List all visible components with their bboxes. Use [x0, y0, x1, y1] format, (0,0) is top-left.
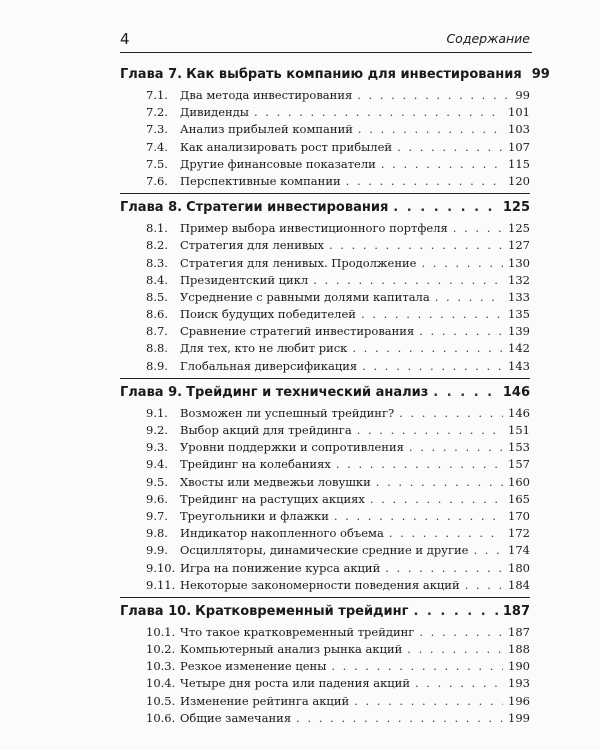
dot-leader: [361, 306, 503, 323]
section-entry[interactable]: [120, 641, 530, 658]
dot-leader: [336, 456, 503, 473]
section-entry[interactable]: [120, 121, 530, 138]
section-entry[interactable]: [120, 491, 530, 508]
page-header: [120, 30, 530, 50]
section-entry[interactable]: [120, 710, 530, 727]
section-number: 9.10.: [146, 560, 176, 575]
section-title: Изменение рейтинга акций: [180, 693, 350, 708]
section-number: 8.6.: [146, 307, 168, 322]
section-page: 151: [508, 423, 530, 437]
section-entry[interactable]: [120, 87, 530, 104]
section-entry[interactable]: [120, 306, 530, 323]
section-entry[interactable]: [120, 139, 530, 156]
dot-leader: [385, 560, 503, 577]
dot-leader: [354, 693, 503, 710]
section-number: 9.2.: [146, 423, 168, 437]
dot-leader: [415, 675, 503, 692]
dot-leader: [409, 439, 503, 456]
dot-leader: [313, 272, 503, 289]
dot-leader: [376, 474, 503, 491]
section-title: Некоторые закономерности поведения акций: [180, 577, 460, 592]
section-page: 115: [508, 156, 530, 171]
section-title: Трейдинг на колебаниях: [180, 457, 331, 472]
section-title: Анализ прибылей компаний: [180, 122, 353, 137]
chapter-number: Глава 10.: [120, 603, 192, 619]
dot-leader: [329, 237, 503, 254]
section-number: 8.5.: [146, 289, 168, 304]
header-rule: [120, 52, 532, 53]
dot-leader: [473, 542, 503, 559]
section-entry[interactable]: [120, 422, 530, 439]
section-page: 172: [508, 526, 530, 541]
section-title: Стратегия для ленивых: [180, 238, 324, 253]
dot-leader: [254, 104, 503, 121]
dot-leader: [334, 508, 503, 525]
dot-leader: [357, 422, 503, 439]
section-entry[interactable]: [120, 323, 530, 340]
table-of-contents: [120, 63, 550, 727]
page-number: 4: [120, 30, 130, 48]
dot-leader: [433, 381, 498, 405]
section-entry[interactable]: [120, 439, 530, 456]
dot-leader: [435, 289, 503, 306]
chapter-page: 187: [502, 603, 530, 619]
section-number: 7.1.: [146, 88, 168, 102]
section-page: 142: [508, 341, 530, 356]
chapter-title: Трейдинг и технический анализ: [186, 384, 429, 400]
section-entry[interactable]: [120, 237, 530, 254]
section-title: Хвосты или медвежьи ловушки: [180, 474, 371, 489]
chapter-page: 99: [531, 67, 550, 82]
section-entry[interactable]: [120, 456, 530, 473]
section-title: Выбор акций для трейдинга: [180, 423, 352, 437]
dot-leader: [397, 139, 503, 156]
section-entry[interactable]: [120, 474, 530, 491]
section-number: 8.8.: [146, 341, 168, 356]
section-number: 7.6.: [146, 173, 168, 188]
section-page: 165: [508, 491, 530, 506]
section-page: 153: [508, 440, 530, 455]
section-number: 10.5.: [146, 693, 176, 708]
section-page: 170: [508, 508, 530, 523]
section-entry[interactable]: [120, 675, 530, 692]
section-title: Другие финансовые показатели: [180, 156, 376, 171]
chapter-entry[interactable]: [120, 381, 530, 405]
dot-leader: [389, 525, 503, 542]
chapter-divider: [120, 378, 530, 379]
section-title: Компьютерный анализ рынка акций: [180, 642, 403, 657]
dot-leader: [453, 220, 503, 237]
section-entry[interactable]: [120, 542, 530, 559]
section-entry[interactable]: [120, 173, 530, 190]
section-page: 125: [508, 221, 530, 236]
chapter-number: Глава 7.: [120, 67, 183, 82]
section-entry[interactable]: [120, 220, 530, 237]
section-title: Резкое изменение цены: [180, 659, 327, 674]
section-entry[interactable]: [120, 272, 530, 289]
section-number: 8.3.: [146, 255, 168, 270]
dot-leader: [421, 255, 503, 272]
section-number: 7.5.: [146, 156, 168, 171]
section-title: Трейдинг на растущих акциях: [180, 491, 365, 506]
dot-leader: [346, 173, 503, 190]
dot-leader: [357, 87, 510, 104]
dot-leader: [419, 624, 503, 641]
section-entry[interactable]: [120, 658, 530, 675]
dot-leader: [370, 491, 503, 508]
section-number: 8.1.: [146, 221, 168, 236]
dot-leader: [331, 658, 503, 675]
section-page: 130: [508, 255, 530, 270]
section-entry[interactable]: [120, 693, 530, 710]
section-title: Стратегия для ленивых. Продолжение: [180, 255, 417, 270]
section-page: 146: [508, 405, 530, 420]
section-title: Уровни поддержки и сопротивления: [180, 440, 404, 455]
section-page: 120: [508, 173, 530, 188]
section-number: 9.11.: [146, 577, 176, 592]
chapter-divider: [120, 193, 530, 194]
section-title: Треугольники и флажки: [180, 508, 329, 523]
section-title: Для тех, кто не любит риск: [180, 341, 348, 356]
section-number: 8.7.: [146, 324, 168, 339]
section-page: 107: [508, 139, 530, 154]
section-page: 99: [515, 88, 530, 102]
section-page: 133: [508, 289, 530, 304]
section-title: Как анализировать рост прибылей: [180, 139, 393, 154]
section-number: 10.2.: [146, 642, 176, 657]
dot-leader: [381, 156, 503, 173]
section-title: Возможен ли успешный трейдинг?: [180, 405, 395, 420]
chapter-entry[interactable]: [120, 63, 550, 87]
chapter-divider: [120, 597, 530, 598]
section-title: Дивиденды: [180, 105, 249, 120]
section-entry[interactable]: [120, 560, 530, 577]
section-number: 9.9.: [146, 543, 168, 558]
section-number: 10.3.: [146, 659, 176, 674]
chapter-title: Кратковременный трейдинг: [195, 603, 409, 619]
section-entry[interactable]: [120, 289, 530, 306]
chapter-entry[interactable]: [120, 600, 530, 624]
chapter-title: Как выбрать компанию для инвестирования: [186, 67, 522, 82]
section-page: 180: [508, 560, 530, 575]
section-page: 103: [508, 122, 530, 137]
section-entry[interactable]: [120, 508, 530, 525]
dot-leader: [352, 340, 503, 357]
dot-leader: [358, 121, 503, 138]
section-title: Сравнение стратегий инвестирования: [180, 324, 415, 339]
section-number: 9.4.: [146, 457, 168, 472]
section-entry[interactable]: [120, 525, 530, 542]
section-title: Поиск будущих победителей: [180, 307, 356, 322]
section-page: 160: [508, 474, 530, 489]
section-entry[interactable]: [120, 104, 530, 121]
section-title: Общие замечания: [180, 710, 292, 725]
section-page: 132: [508, 272, 530, 287]
section-number: 10.4.: [146, 676, 176, 691]
section-page: 188: [508, 642, 530, 657]
section-title: Усреднение с равными долями капитала: [180, 289, 430, 304]
section-page: 190: [508, 659, 530, 674]
section-title: Перспективные компании: [180, 173, 341, 188]
section-page: 199: [508, 710, 530, 725]
chapter-page: 125: [502, 200, 530, 216]
section-number: 9.8.: [146, 526, 168, 541]
dot-leader: [465, 577, 503, 594]
section-page: 196: [508, 693, 530, 708]
section-page: 101: [508, 105, 530, 120]
section-number: 9.3.: [146, 440, 168, 455]
section-page: 143: [508, 358, 530, 373]
section-page: 187: [508, 624, 530, 639]
dot-leader: [419, 323, 503, 340]
section-number: 9.5.: [146, 474, 168, 489]
section-title: Что такое кратковременный трейдинг: [180, 624, 415, 639]
chapter-number: Глава 9.: [120, 384, 183, 400]
section-number: 7.2.: [146, 105, 168, 120]
section-page: 174: [508, 543, 530, 558]
running-title: Содержание: [446, 31, 530, 46]
section-title: Два метода инвестирования: [180, 88, 353, 102]
section-page: 157: [508, 457, 530, 472]
section-number: 9.1.: [146, 405, 168, 420]
section-number: 8.4.: [146, 272, 168, 287]
section-number: 9.7.: [146, 508, 168, 523]
section-title: Президентский цикл: [180, 272, 309, 287]
section-page: 139: [508, 324, 530, 339]
chapter-page: 146: [502, 384, 530, 400]
section-title: Четыре дня роста или падения акций: [180, 676, 410, 691]
section-page: 184: [508, 577, 530, 592]
section-number: 7.4.: [146, 139, 168, 154]
dot-leader: [399, 405, 503, 422]
section-title: Глобальная диверсификация: [180, 358, 358, 373]
chapter-title: Стратегии инвестирования: [186, 200, 389, 216]
dot-leader: [407, 641, 503, 658]
dot-leader: [393, 196, 498, 220]
section-entry[interactable]: [120, 624, 530, 641]
section-entry[interactable]: [120, 156, 530, 173]
chapter-number: Глава 8.: [120, 200, 183, 216]
section-entry[interactable]: [120, 577, 530, 594]
section-entry[interactable]: [120, 255, 530, 272]
section-title: Осцилляторы, динамические средние и другие: [180, 543, 469, 558]
section-entry[interactable]: [120, 405, 530, 422]
chapter-entry[interactable]: [120, 196, 530, 220]
section-entry[interactable]: [120, 340, 530, 357]
section-number: 7.3.: [146, 122, 168, 137]
dot-leader: [413, 600, 497, 624]
section-number: 8.9.: [146, 358, 168, 373]
dot-leader: [296, 710, 503, 727]
section-title: Пример выбора инвестиционного портфеля: [180, 221, 448, 236]
section-title: Игра на понижение курса акций: [180, 560, 381, 575]
section-page: 193: [508, 676, 530, 691]
dot-leader: [362, 358, 503, 375]
section-title: Индикатор накопленного объема: [180, 526, 384, 541]
section-entry[interactable]: [120, 358, 530, 375]
section-number: 10.1.: [146, 624, 176, 639]
section-number: 8.2.: [146, 238, 168, 253]
section-page: 127: [508, 238, 530, 253]
section-number: 10.6.: [146, 710, 176, 725]
section-number: 9.6.: [146, 491, 168, 506]
section-page: 135: [508, 307, 530, 322]
